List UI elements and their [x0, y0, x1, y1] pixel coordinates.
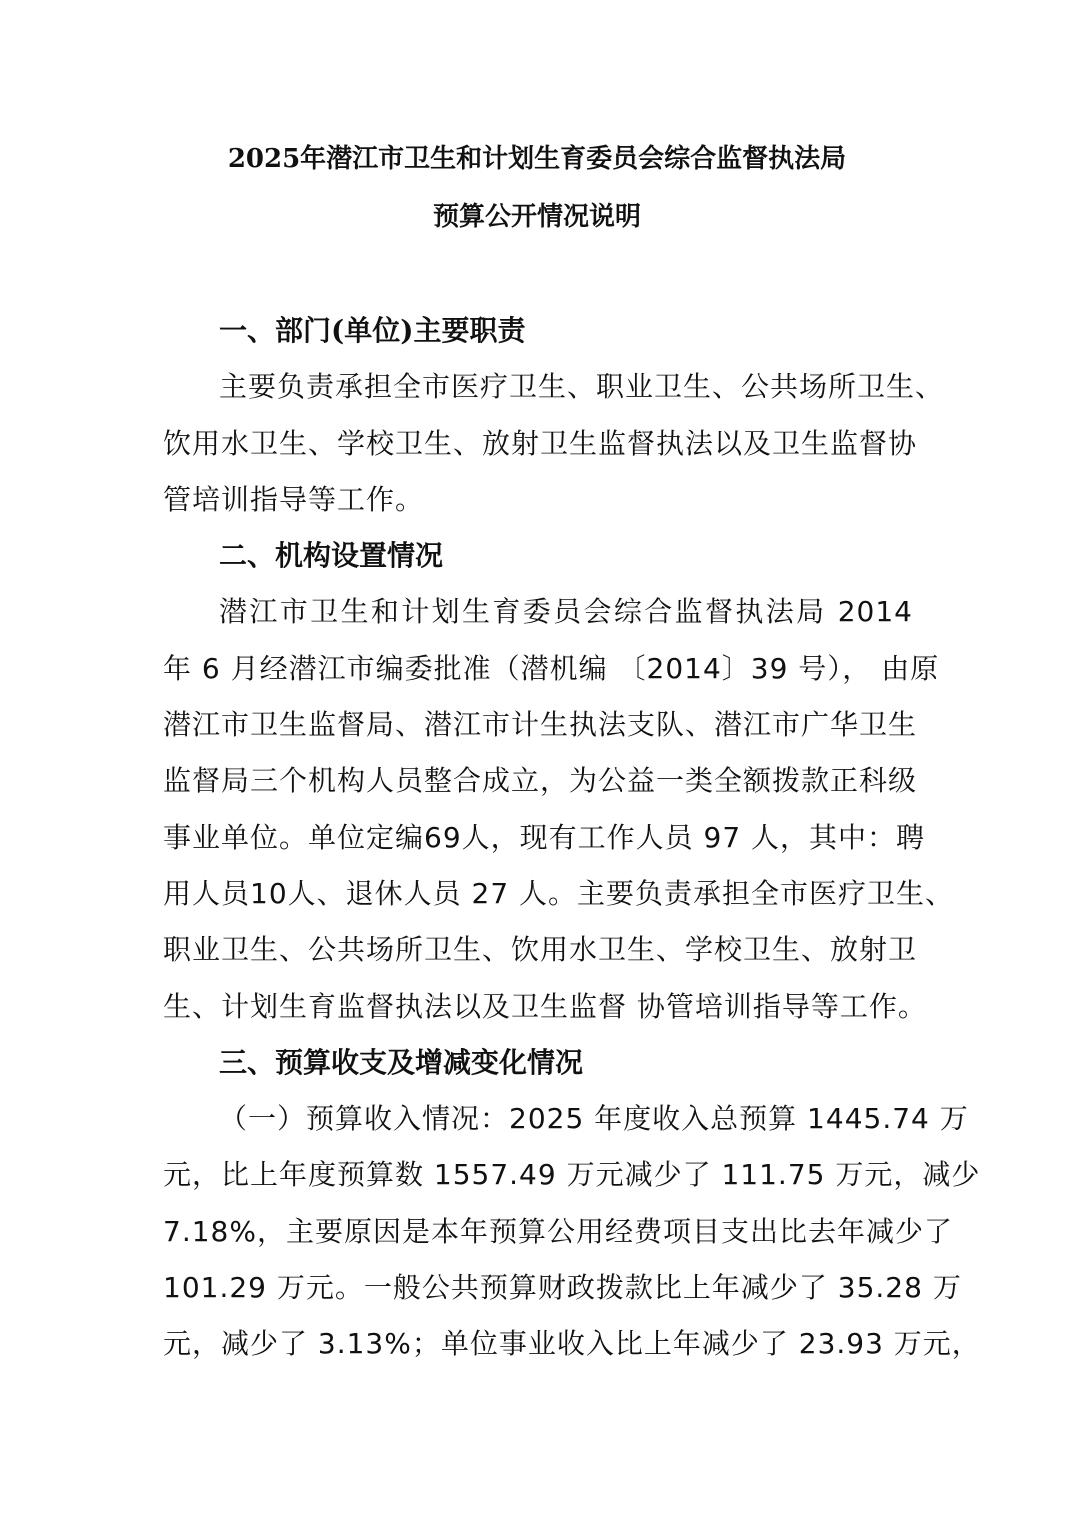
section-heading-budget: 三、预算收支及增减变化情况 [219, 1045, 584, 1079]
paragraph-line: 事业单位。单位定编69人，现有工作人员 97 人，其中：聘 [163, 820, 926, 854]
paragraph-line: 监督局三个机构人员整合成立，为公益一类全额拨款正科级 [163, 764, 918, 798]
paragraph-line: （一）预算收入情况：2025 年度收入总预算 1445.74 万 [219, 1102, 969, 1136]
paragraph-organization [163, 584, 955, 1034]
paragraph-line: 元，减少了 3.13%；单位事业收入比上年减少了 23.93 万元， [163, 1327, 981, 1361]
paragraph-line: 主要负责承担全市医疗卫生、职业卫生、公共场所卫生、 [219, 370, 945, 404]
paragraph-line: 潜江市卫生监督局、潜江市计生执法支队、潜江市广华卫生 [163, 708, 918, 742]
paragraph-line: 101.29 万元。一般公共预算财政拨款比上年减少了 35.28 万 [163, 1271, 962, 1305]
paragraph-line: 元，比上年度预算数 1557.49 万元减少了 111.75 万元，减少 [163, 1158, 981, 1192]
document-title-line1: 2025年潜江市卫生和计划生育委员会综合监督执法局 [227, 144, 847, 174]
paragraph-line: 生、计划生育监督执法以及卫生监督 协管培训指导等工作。 [163, 989, 927, 1023]
document-body [163, 303, 981, 1373]
paragraph-responsibilities [163, 359, 945, 528]
paragraph-line: 管培训指导等工作。 [163, 482, 425, 516]
paragraph-line: 7.18%，主要原因是本年预算公用经费项目支出比去年减少了 [163, 1214, 953, 1248]
document-title-line2: 预算公开情况说明 [432, 202, 641, 232]
paragraph-budget-income [163, 1091, 981, 1372]
paragraph-line: 饮用水卫生、学校卫生、放射卫生监督执法以及卫生监督协 [163, 426, 918, 460]
section-heading-organization: 二、机构设置情况 [219, 539, 444, 573]
paragraph-line: 潜江市卫生和计划生育委员会综合监督执法局 2014 [219, 595, 913, 629]
paragraph-line: 职业卫生、公共场所卫生、饮用水卫生、学校卫生、放射卫 [163, 933, 918, 967]
paragraph-line: 年 6 月经潜江市编委批准（潜机编 〔2014〕39 号）， 由原 [163, 651, 940, 685]
section-heading-responsibilities: 一、部门(单位)主要职责 [219, 314, 526, 347]
paragraph-line: 用人员10人、退休人员 27 人。主要负责承担全市医疗卫生、 [163, 876, 955, 910]
